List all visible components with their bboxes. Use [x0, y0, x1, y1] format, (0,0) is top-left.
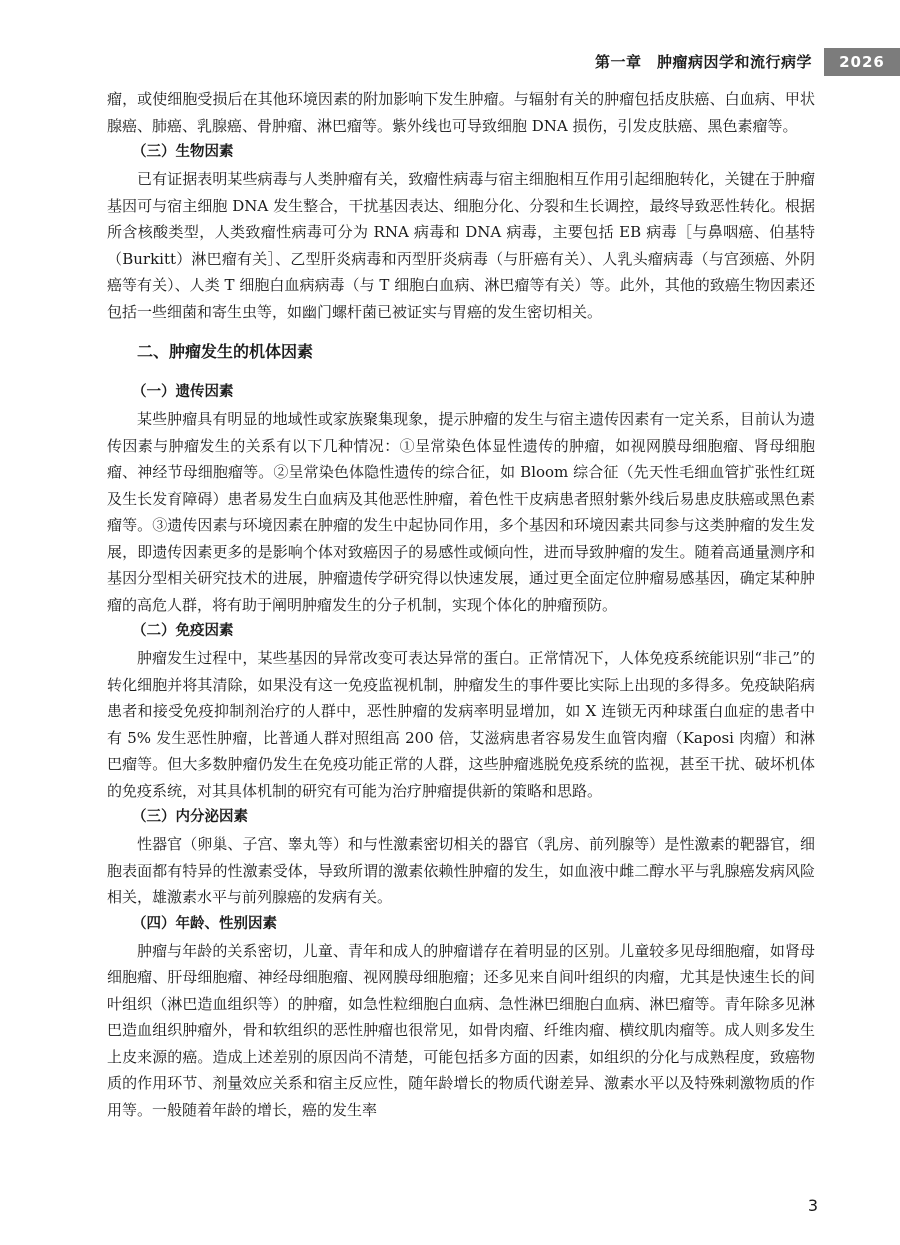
- heading-genetic-factors: （一）遗传因素: [132, 384, 234, 400]
- page-number: 3: [807, 1196, 818, 1215]
- paragraph-immune-factors: 肿瘤发生过程中，某些基因的异常改变可表达异常的蛋白。正常情况下，人体免疫系统能识别“非己”的转化细胞并将其清除，如果没有这一免疫监视机制，肿瘤发生的事件要比实际上出现的多得多。免疫缺陷病患者和接受免疫抑制剂治疗的人群中，恶性肿瘤的发病率明显增加，如 X 连锁无丙种球蛋白血症的患者中有 5% 发生恶性肿瘤，比普通人群对照组高 200 倍，艾滋病患者容易发生血管肉瘤（Kaposi 肉瘤）和淋巴瘤等。但大多数肿瘤仍发生在免疫功能正常的人群，这些肿瘤逃脱免疫系统的监视，甚至干扰、破坏机体的免疫系统，对其具体机制的研究有可能为治疗肿瘤提供新的策略和思路。: [107, 649, 815, 800]
- heading-endocrine-factors: （三）内分泌因素: [132, 809, 248, 825]
- paragraph-endocrine-factors: 性器官（卵巢、子宫、睾丸等）和与性激素密切相关的器官（乳房、前列腺等）是性激素的靶器官，细胞表面都有特异的性激素受体，导致所谓的激素依赖性肿瘤的发生，如血液中雌二醇水平与乳腺癌发病风险相关，雄激素水平与前列腺癌的发病有关。: [107, 835, 815, 906]
- heading-age-sex-factors: （四）年龄、性别因素: [132, 915, 277, 932]
- page-code-badge: 2026: [824, 48, 900, 76]
- heading-biological-factors: （三）生物因素: [132, 144, 234, 160]
- running-header: [0, 48, 900, 76]
- chapter-title: 第一章 肿瘤病因学和流行病学: [594, 53, 812, 71]
- paragraph-biological-factors: 已有证据表明某些病毒与人类肿瘤有关，致瘤性病毒与宿主细胞相互作用引起细胞转化，关键在于肿瘤基因可与宿主细胞 DNA 发生整合，干扰基因表达、细胞分化、分裂和生长调控，最终导致恶性转化。根据所含核酸类型，人类致瘤性病毒可分为 RNA 病毒和 DNA 病毒，主要包括 EB 病毒［与鼻咽癌、伯基特（Burkitt）淋巴瘤有关］、乙型肝炎病毒和丙型肝炎病毒（与肝癌有关）、人乳头瘤病毒（与宫颈癌、外阴癌等有关）、人类 T 细胞白血病病毒（与 T 细胞白血病、淋巴瘤等有关）等。此外，其他的致癌生物因素还包括一些细菌和寄生虫等，如幽门螺杆菌已被证实与胃癌的发生密切相关。: [107, 170, 815, 321]
- section-heading-body-factors: 二、肿瘤发生的机体因素: [137, 342, 314, 361]
- paragraph-genetic-factors: 某些肿瘤具有明显的地域性或家族聚集现象，提示肿瘤的发生与宿主遗传因素有一定关系，目前认为遗传因素与肿瘤发生的关系有以下几种情况：①呈常染色体显性遗传的肿瘤，如视网膜母细胞瘤、肾母细胞瘤、神经节母细胞瘤等。②呈常染色体隐性遗传的综合征，如 Bloom 综合征（先天性毛细血管扩张性红斑及生长发育障碍）患者易发生白血病及其他恶性肿瘤，着色性干皮病患者照射紫外线后易患皮肤癌或黑色素瘤等。③遗传因素与环境因素在肿瘤的发生中起协同作用，多个基因和环境因素共同参与这类肿瘤的发生发展，即遗传因素更多的是影响个体对致癌因子的易感性或倾向性，进而导致肿瘤的发生。随着高通量测序和基因分型相关研究技术的进展，肿瘤遗传学研究得以快速发展，通过更全面定位肿瘤易感基因，确定某种肿瘤的高危人群，将有助于阐明肿瘤发生的分子机制，实现个体化的肿瘤预防。: [107, 410, 815, 614]
- heading-immune-factors: （二）免疫因素: [132, 623, 234, 639]
- page-body: [107, 86, 815, 1123]
- paragraph-age-sex-factors: 肿瘤与年龄的关系密切，儿童、青年和成人的肿瘤谱存在着明显的区别。儿童较多见母细胞瘤，如肾母细胞瘤、肝母细胞瘤、神经母细胞瘤、视网膜母细胞瘤；还多见来自间叶组织的肉瘤，尤其是快速生长的间叶组织（淋巴造血组织等）的肿瘤，如急性粒细胞白血病、急性淋巴细胞白血病、淋巴瘤等。青年除多见淋巴造血组织肿瘤外，骨和软组织的恶性肿瘤也很常见，如骨肉瘤、纤维肉瘤、横纹肌肉瘤等。成人则多发生上皮来源的癌。造成上述差别的原因尚不清楚，可能包括多方面的因素，如组织的分化与成熟程度，致癌物质的作用环节、剂量效应关系和宿主反应性，随年龄增长的物质代谢差异、激素水平以及特殊刺激物质的作用等。一般随着年龄的增长，癌的发生率: [107, 941, 815, 1119]
- paragraph-radiation-continued: 瘤，或使细胞受损后在其他环境因素的附加影响下发生肿瘤。与辐射有关的肿瘤包括皮肤癌、白血病、甲状腺癌、肺癌、乳腺癌、骨肿瘤、淋巴瘤等。紫外线也可导致细胞 DNA 损伤，引发皮肤癌、黑色素瘤等。: [107, 90, 815, 135]
